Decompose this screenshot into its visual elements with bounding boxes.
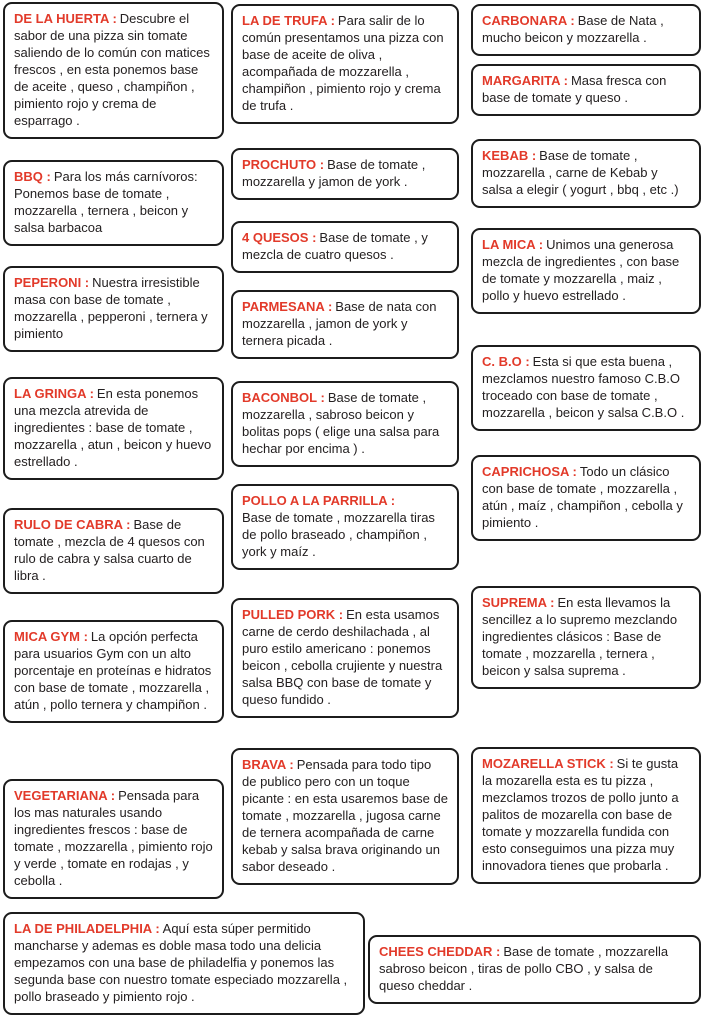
menu-item-la-mica: [471, 228, 701, 314]
pizza-name: RULO DE CABRA :: [14, 517, 131, 532]
pizza-description: Si te gusta la mozarella esta es tu pizza , mezclamos trozos de pollo junto a palitos de mozarella con base de tomate y mozzarella fundida con esto conseguimos una pizza muy innovadora tienes que probarla .: [482, 756, 679, 873]
pizza-description: Masa fresca con base de tomate y queso .: [482, 73, 667, 105]
pizza-description: Base de tomate , mezcla de 4 quesos con rulo de cabra y salsa cuarto de libra .: [14, 517, 205, 583]
pizza-name: POLLO A LA PARRILLA :: [242, 493, 396, 508]
pizza-description: Unimos una generosa mezcla de ingredientes , con base de tomate y mozzarella , maiz , pollo y huevo estrellado .: [482, 237, 680, 303]
pizza-description: Todo un clásico con base de tomate , mozzarella , atún , maíz , champiñon , cebolla y pimiento .: [482, 464, 683, 530]
pizza-name: CAPRICHOSA :: [482, 464, 577, 479]
pizza-description: Base de tomate , mozzarella , sabroso beicon y bolitas pops ( elige una salsa para hechar por encima ) .: [242, 390, 440, 456]
menu-item-mica-gym: [3, 620, 224, 723]
pizza-name: PEPERONI :: [14, 275, 90, 290]
pizza-description: Base de nata con mozzarella , jamon de york y ternera picada .: [242, 299, 437, 348]
menu-item-margarita: [471, 64, 701, 116]
pizza-description: Pensada para los mas naturales usando ingredientes frescos : base de tomate , mozzarella , pimiento rojo y verde , tomate en rodajas , y cebolla .: [14, 788, 213, 888]
pizza-name: LA DE TRUFA :: [242, 13, 335, 28]
pizza-name: KEBAB :: [482, 148, 537, 163]
pizza-description: Pensada para todo tipo de publico pero con un toque picante : en esta usaremos base de tomate , mozzarella , jugosa carne de ternera acompañada de carne kebab y salsa brava originando un sabor deseado .: [242, 757, 448, 874]
pizza-description: En esta llevamos la sencillez a lo supremo mezclando ingredientes clásicos : Base de tomate , mozzarella , ternera , beicon y salsa suprema .: [482, 595, 678, 678]
pizza-description: Base de tomate , mozzarella y jamon de york .: [242, 157, 426, 189]
menu-item-la-de-trufa: [231, 4, 459, 124]
pizza-description: Aquí esta súper permitido mancharse y ademas es doble masa todo una delicia empezamos con una base de philadelfia y ponemos las segunda base con nuestro tomate especiado mozzarella , pollo braseado y pimiento rojo .: [14, 921, 348, 1004]
menu-item-kebab: [471, 139, 701, 208]
menu-item-carbonara: [471, 4, 701, 56]
pizza-name: BRAVA :: [242, 757, 294, 772]
pizza-name: BBQ :: [14, 169, 51, 184]
pizza-description: Para salir de lo común presentamos una pizza con base de aceite de oliva , acompañada de mozzarella , champiñon , pimiento rojo y crema de trufa .: [242, 13, 444, 113]
menu-item-baconbol: [231, 381, 459, 467]
menu-item-rulo-de-cabra: [3, 508, 224, 594]
menu-item-bbq: [3, 160, 224, 246]
menu-item-pulled-pork: [231, 598, 459, 718]
pizza-name: MOZARELLA STICK :: [482, 756, 614, 771]
pizza-description: Base de tomate , y mezcla de cuatro quesos .: [242, 230, 428, 262]
pizza-description: Base de tomate , mozzarella tiras de pollo braseado , champiñon , york y maíz .: [242, 510, 435, 559]
menu-item-la-de-philadelphia: [3, 912, 365, 1015]
pizza-name: LA DE PHILADELPHIA :: [14, 921, 160, 936]
menu-item-la-gringa: [3, 377, 224, 480]
menu-item-peperoni: [3, 266, 224, 352]
pizza-description: Base de tomate , mozzarella , carne de Kebab y salsa a elegir ( yogurt , bbq , etc .): [482, 148, 679, 197]
pizza-name: LA GRINGA :: [14, 386, 94, 401]
pizza-name: CARBONARA :: [482, 13, 575, 28]
pizza-name: PULLED PORK :: [242, 607, 344, 622]
pizza-name: PROCHUTO :: [242, 157, 325, 172]
pizza-description: Descubre el sabor de una pizza sin tomate saliendo de lo común con matices frescos , en esta ponemos base de aceite , queso , champiñon , pimiento rojo y crema de esparrago .: [14, 11, 210, 128]
pizza-name: LA MICA :: [482, 237, 544, 252]
pizza-name: MICA GYM :: [14, 629, 88, 644]
menu-item-chees-cheddar: [368, 935, 701, 1004]
pizza-name: PARMESANA :: [242, 299, 333, 314]
menu-item-suprema: [471, 586, 701, 689]
pizza-name: DE LA HUERTA :: [14, 11, 117, 26]
pizza-description: En esta usamos carne de cerdo deshilachada , al puro estilo americano : ponemos beicon , cebolla crujiente y nuestra salsa BBQ con base de tomate y queso fundido .: [242, 607, 443, 707]
pizza-name: 4 QUESOS :: [242, 230, 317, 245]
menu-item-vegetariana: [3, 779, 224, 899]
menu-item-c-b-o: [471, 345, 701, 431]
pizza-name: BACONBOL :: [242, 390, 325, 405]
pizza-name: MARGARITA :: [482, 73, 568, 88]
menu-item-caprichosa: [471, 455, 701, 541]
menu-item-de-la-huerta: [3, 2, 224, 139]
menu-item-brava: [231, 748, 459, 885]
pizza-name: C. B.O :: [482, 354, 530, 369]
pizza-name: CHEES CHEDDAR :: [379, 944, 501, 959]
pizza-description: La opción perfecta para usuarios Gym con un alto porcentaje en proteínas e hidratos con base de tomate , mozzarella , atún , pollo ternera y champiñon .: [14, 629, 212, 712]
menu-item-prochuto: [231, 148, 459, 200]
menu-item-4-quesos: [231, 221, 459, 273]
pizza-name: SUPREMA :: [482, 595, 555, 610]
pizza-name: VEGETARIANA :: [14, 788, 116, 803]
pizza-description: Base de Nata , mucho beicon y mozzarella .: [482, 13, 664, 45]
pizza-description: Nuestra irresistible masa con base de tomate , mozzarella , pepperoni , ternera y pimiento: [14, 275, 208, 341]
menu-item-mozarella-stick: [471, 747, 701, 884]
pizza-description: Para los más carnívoros: Ponemos base de tomate , mozzarella , ternera , beicon y salsa barbacoa: [14, 169, 198, 235]
pizza-description: Esta si que esta buena , mezclamos nuestro famoso C.B.O troceado con base de tomate , mozzarella , beicon y salsa C.B.O .: [482, 354, 685, 420]
menu-item-pollo-a-la-parrilla: [231, 484, 459, 570]
pizza-description: En esta ponemos una mezcla atrevida de ingredientes : base de tomate , mozzarella , atun , beicon y huevo estrellado .: [14, 386, 212, 469]
menu-item-parmesana: [231, 290, 459, 359]
pizza-description: Base de tomate , mozzarella sabroso beicon , tiras de pollo CBO , y salsa de queso cheddar .: [379, 944, 669, 993]
